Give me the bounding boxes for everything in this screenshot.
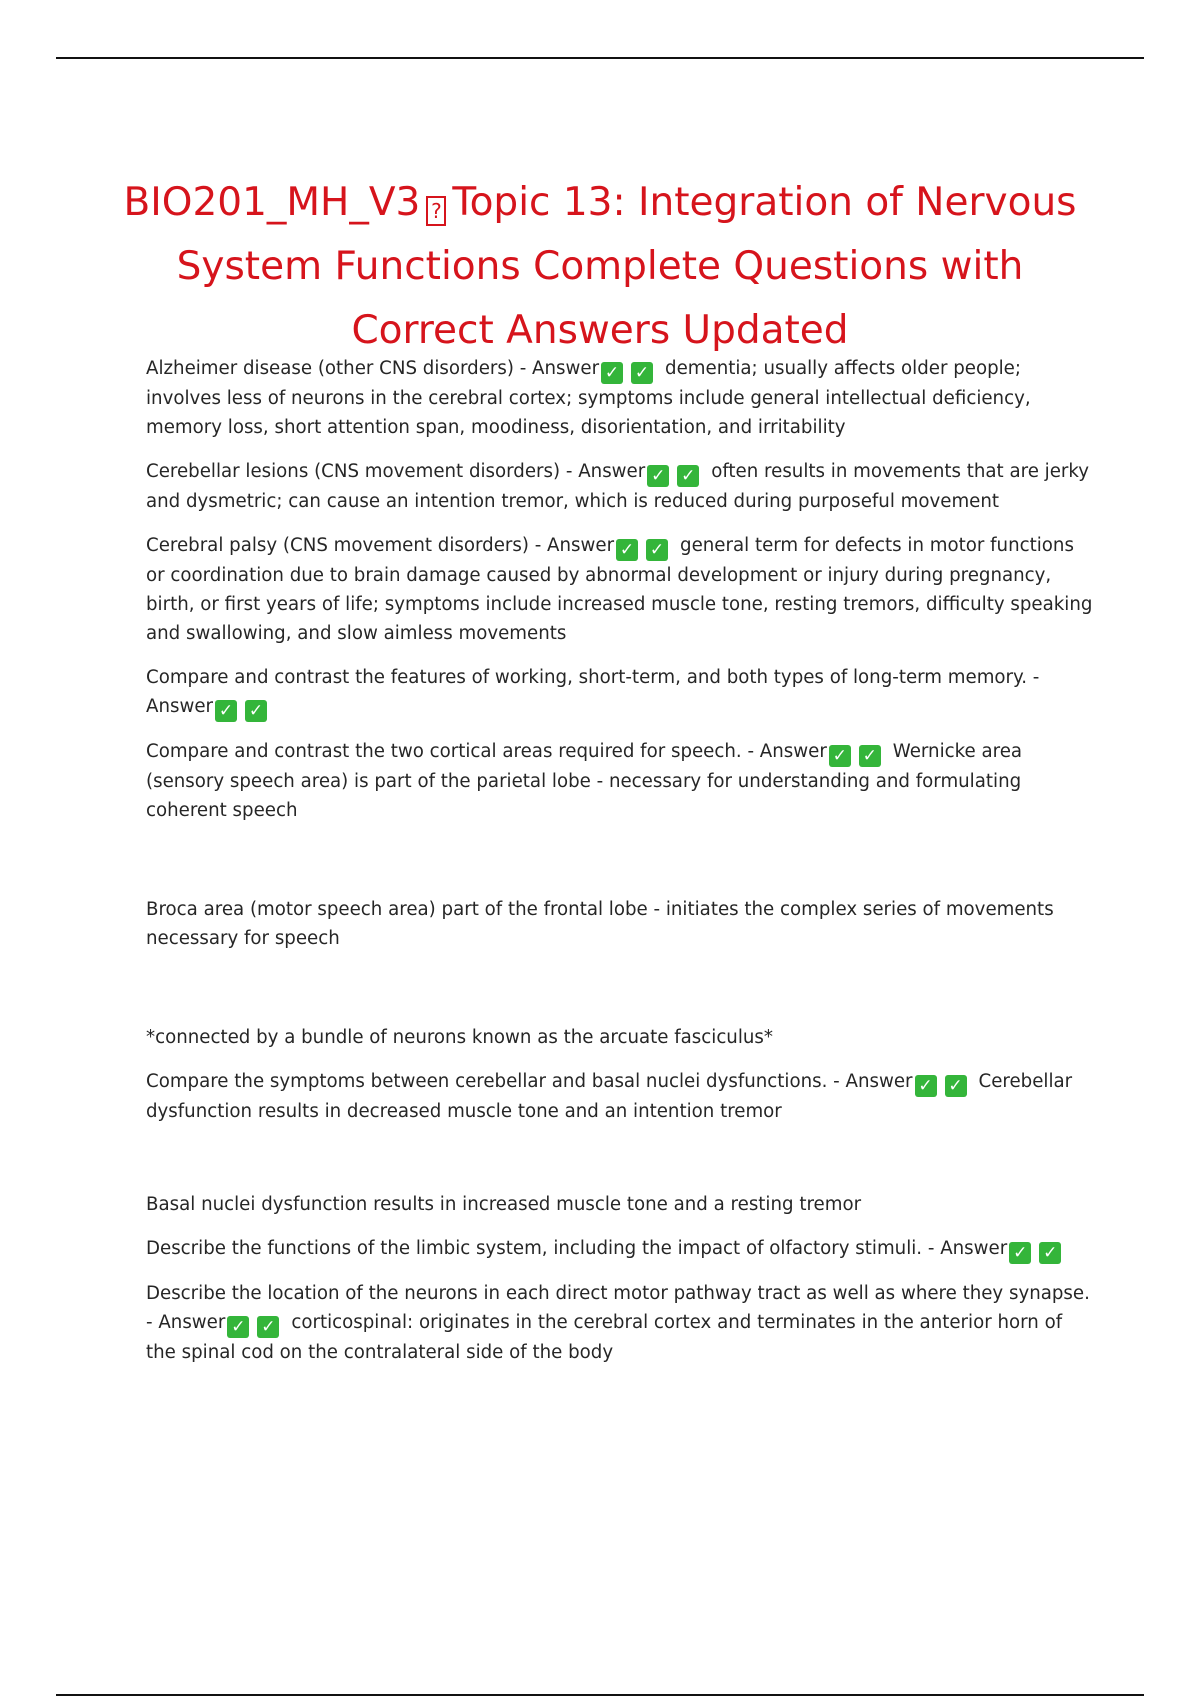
title-course-code: BIO201_MH_V3: [123, 180, 421, 226]
check-mark-icon: ✓: [616, 539, 638, 561]
question-text: Compare and contrast the two cortical areas required for speech. - Answer: [146, 741, 827, 762]
check-mark-icon: ✓: [677, 465, 699, 487]
qa-entry-4: [146, 663, 1096, 722]
check-mark-icon: ✓: [227, 1316, 249, 1338]
top-rule: [56, 57, 1144, 59]
qa-entry-6: [146, 895, 1096, 953]
check-mark-icon: ✓: [601, 362, 623, 384]
answer-text: often results in movements that are jerky and dysmetric; can cause an intention tremor, which is reduced during purposeful movement: [146, 461, 1090, 512]
qa-entry-11: [146, 1279, 1096, 1367]
check-mark-icon: ✓: [245, 700, 267, 722]
check-mark-icon: ✓: [829, 745, 851, 767]
check-mark-icon: ✓: [647, 465, 669, 487]
check-mark-icon: ✓: [945, 1075, 967, 1097]
check-mark-icon: ✓: [1009, 1242, 1031, 1264]
check-mark-icon: ✓: [1039, 1242, 1061, 1264]
qa-entry-7: [146, 1023, 1096, 1052]
check-mark-icon: ✓: [631, 362, 653, 384]
check-mark-icon: ✓: [646, 539, 668, 561]
qa-entry-10: [146, 1234, 1096, 1264]
answer-text: *connected by a bundle of neurons known as the arcuate fasciculus*: [146, 1027, 773, 1048]
question-text: Compare the symptoms between cerebellar and basal nuclei dysfunctions. - Answer: [146, 1071, 913, 1092]
answer-text: dementia; usually affects older people; involves less of neurons in the cerebral cortex; symptoms include general intellectual deficiency, memory loss, short attention span, moodiness, disorientation, and irritability: [146, 358, 1031, 438]
answer-text: Basal nuclei dysfunction results in increased muscle tone and a resting tremor: [146, 1194, 862, 1215]
qa-entry-3: [146, 531, 1096, 648]
qa-entry-9: [146, 1190, 1096, 1219]
question-text: Alzheimer disease (other CNS disorders) - Answer: [146, 358, 600, 379]
qa-list: [146, 354, 1096, 1382]
qa-entry-8: [146, 1067, 1096, 1126]
qa-entry-5: [146, 737, 1096, 825]
answer-text: general term for defects in motor functions or coordination due to brain damage caused by abnormal development or injury during pregnancy, birth, or first years of life; symptoms include increased muscle tone, resting tremors, difficulty speaking and swallowing, and slow aimless movements: [146, 535, 1093, 644]
title-topic: Topic 13: Integration of Nervous System Functions Complete Questions with Correct Answers Updated: [176, 180, 1077, 354]
question-text: Compare and contrast the features of working, short-term, and both types of long-term memory. - Answer: [146, 667, 1040, 717]
answer-text: Cerebellar dysfunction results in decreased muscle tone and an intention tremor: [146, 1071, 1073, 1122]
question-text: Cerebellar lesions (CNS movement disorders) - Answer: [146, 461, 646, 482]
qa-entry-1: [146, 354, 1096, 442]
check-mark-icon: ✓: [257, 1316, 279, 1338]
check-mark-icon: ✓: [215, 700, 237, 722]
qa-entry-2: [146, 457, 1096, 516]
bottom-rule: [56, 1694, 1144, 1696]
question-text: Describe the location of the neurons in each direct motor pathway tract as well as where they synapse. - Answer: [146, 1283, 1090, 1333]
check-mark-icon: ✓: [859, 745, 881, 767]
question-text: Cerebral palsy (CNS movement disorders) - Answer: [146, 535, 615, 556]
check-mark-icon: ✓: [915, 1075, 937, 1097]
document-title: [100, 171, 1100, 363]
answer-text: Broca area (motor speech area) part of the frontal lobe - initiates the complex series of movements necessary for speech: [146, 899, 1054, 949]
missing-glyph-icon: ?: [426, 196, 446, 226]
answer-text: corticospinal: originates in the cerebral cortex and terminates in the anterior horn of the spinal cod on the contralateral side of the body: [146, 1312, 1063, 1363]
answer-text: Wernicke area (sensory speech area) is part of the parietal lobe - necessary for understanding and formulating coherent speech: [146, 741, 1023, 821]
question-text: Describe the functions of the limbic system, including the impact of olfactory stimuli. - Answer: [146, 1238, 1008, 1259]
